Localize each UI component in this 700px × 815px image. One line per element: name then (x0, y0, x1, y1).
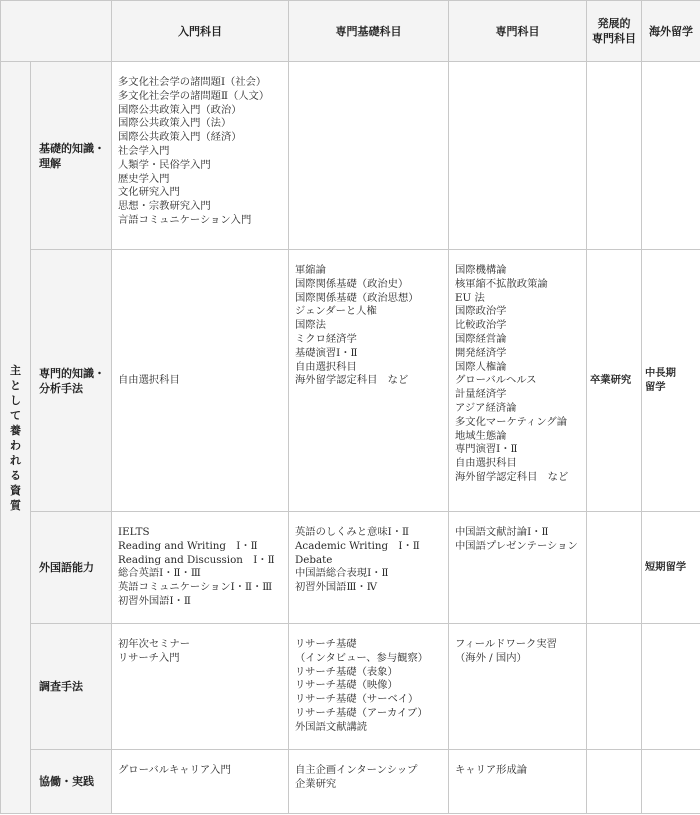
course-item: 中国語総合表現Ⅰ・Ⅱ (295, 567, 389, 580)
course-item: 英語のしくみと意味Ⅰ・Ⅱ (295, 526, 410, 538)
course-item: 自由選択科目 (295, 360, 357, 373)
advanced-cell: 卒業研究 (587, 250, 642, 512)
course-item: 自由選択科目 (118, 373, 180, 386)
course-item: リサーチ基礎（アーカイブ） (295, 706, 428, 719)
specialized-cell (449, 750, 587, 814)
table-row (1, 624, 700, 750)
advanced-cell (587, 624, 642, 750)
course-item: リサーチ入門 (118, 651, 180, 664)
course-item: キャリア形成論 (455, 764, 528, 776)
course-item: 核軍縮不拡散政策論 (455, 277, 548, 290)
course-item: リサーチ基礎 (295, 638, 357, 650)
table-row (1, 750, 700, 814)
course-item: 多文化社会学の諸問題Ⅱ（人文） (118, 89, 270, 102)
course-item: 英語コミュニケーションⅠ・Ⅱ・Ⅲ (118, 581, 273, 594)
course-item: 比較政治学 (455, 319, 507, 332)
abroad-cell (642, 750, 700, 814)
course-item: 総合英語Ⅰ・Ⅱ・Ⅲ (118, 567, 201, 580)
intro-cell (112, 62, 289, 250)
course-item: 国際政治学 (455, 305, 507, 318)
header-specialized: 専門科目 (449, 1, 587, 62)
course-item: フィールドワーク実習 (455, 638, 557, 650)
abroad-cell (642, 624, 700, 750)
course-item: 計量経済学 (455, 388, 507, 401)
course-item: 社会学入門 (118, 144, 170, 157)
course-item: 国際関係基礎（政治史） (295, 277, 409, 290)
course-item: 専門演習Ⅰ・Ⅱ (455, 443, 518, 456)
course-item: 自由選択科目 (455, 457, 517, 470)
course-item: Reading and Discussion Ⅰ・Ⅱ (118, 553, 275, 566)
table-row (1, 250, 700, 512)
course-item: リサーチ基礎（表象） (295, 665, 398, 678)
course-item: Academic Writing Ⅰ・Ⅱ (295, 539, 420, 552)
intro-cell (112, 512, 289, 624)
course-item: IELTS (118, 526, 150, 538)
course-item: 国際機構論 (455, 264, 507, 276)
course-item: 文化研究入門 (118, 186, 180, 199)
course-item: 国際経営論 (455, 332, 507, 345)
category-cell: 協働・実践 (31, 750, 112, 814)
course-item: 外国語文献講読 (295, 720, 368, 733)
course-item: 歴史学入門 (118, 172, 170, 185)
course-item: 初年次セミナー (118, 638, 191, 650)
category-cell: 基礎的知識・ 理解 (31, 62, 112, 250)
basic-cell (289, 62, 449, 250)
course-item: EU 法 (455, 291, 485, 304)
basic-cell (289, 624, 449, 750)
course-item: 国際関係基礎（政治思想） (295, 291, 419, 304)
side-label: 主として養われる資質 (1, 62, 31, 814)
course-item: 軍縮論 (295, 264, 326, 276)
course-item: Debate (295, 553, 333, 566)
abroad-cell (642, 62, 700, 250)
course-item: グローバルキャリア入門 (118, 764, 231, 776)
advanced-cell (587, 750, 642, 814)
course-item: 言語コミュニケーション入門 (118, 213, 252, 226)
course-item: 海外留学認定科目 など (455, 470, 569, 483)
course-item: 国際法 (295, 319, 326, 332)
course-item: 海外留学認定科目 など (295, 374, 409, 387)
abroad-cell: 短期留学 (642, 512, 700, 624)
course-item: （海外 / 国内） (455, 651, 527, 664)
course-item: リサーチ基礎（サーベイ） (295, 693, 419, 706)
course-item: アジア経済論 (455, 401, 517, 414)
course-item: 初習外国語Ⅲ・Ⅳ (295, 581, 377, 594)
intro-cell (112, 624, 289, 750)
course-item: 多文化マーケティング論 (455, 415, 568, 428)
course-item: 開発経済学 (455, 346, 507, 359)
basic-cell (289, 250, 449, 512)
course-item: 国際公共政策入門（政治） (118, 103, 242, 116)
course-item: 国際人権論 (455, 360, 507, 373)
basic-cell (289, 750, 449, 814)
advanced-cell (587, 62, 642, 250)
header-abroad: 海外留学 (642, 1, 700, 62)
table-row (1, 512, 700, 624)
course-item: 思想・宗教研究入門 (118, 200, 211, 213)
category-cell: 外国語能力 (31, 512, 112, 624)
category-cell: 専門的知識・ 分析手法 (31, 250, 112, 512)
advanced-cell (587, 512, 642, 624)
course-item: リサーチ基礎（映像） (295, 679, 398, 692)
corner-cell (1, 1, 112, 62)
course-item: 中国語文献討論Ⅰ・Ⅱ (455, 526, 549, 538)
course-item: 地域生態論 (455, 429, 507, 442)
course-item: 国際公共政策入門（法） (118, 117, 232, 130)
course-item: ジェンダーと人権 (295, 305, 377, 318)
header-advanced: 発展的 専門科目 (587, 1, 642, 62)
course-item: Reading and Writing Ⅰ・Ⅱ (118, 539, 258, 552)
specialized-cell (449, 512, 587, 624)
course-item: 国際公共政策入門（経済） (118, 131, 242, 144)
specialized-cell (449, 62, 587, 250)
course-item: （インタビュー、参与観察） (295, 651, 429, 664)
category-cell: 調査手法 (31, 624, 112, 750)
intro-cell (112, 250, 289, 512)
basic-cell (289, 512, 449, 624)
course-item: 多文化社会学の諸問題Ⅰ（社会） (118, 76, 267, 88)
header-basic: 専門基礎科目 (289, 1, 449, 62)
course-item: 人類学・民俗学入門 (118, 158, 211, 171)
header-row (1, 1, 700, 62)
course-item: 基礎演習Ⅰ・Ⅱ (295, 346, 358, 359)
abroad-cell: 中長期 留学 (642, 250, 700, 512)
course-item: 初習外国語Ⅰ・Ⅱ (118, 594, 191, 607)
intro-cell (112, 750, 289, 814)
specialized-cell (449, 624, 587, 750)
specialized-cell (449, 250, 587, 512)
table-row (1, 62, 700, 250)
course-item: 企業研究 (295, 777, 337, 790)
course-item: 自主企画インターンシップ (295, 764, 418, 776)
course-item: グローバルヘルス (455, 374, 537, 387)
course-item: ミクロ経済学 (295, 332, 357, 345)
header-intro: 入門科目 (112, 1, 289, 62)
course-item: 中国語プレゼンテーション (455, 539, 578, 552)
